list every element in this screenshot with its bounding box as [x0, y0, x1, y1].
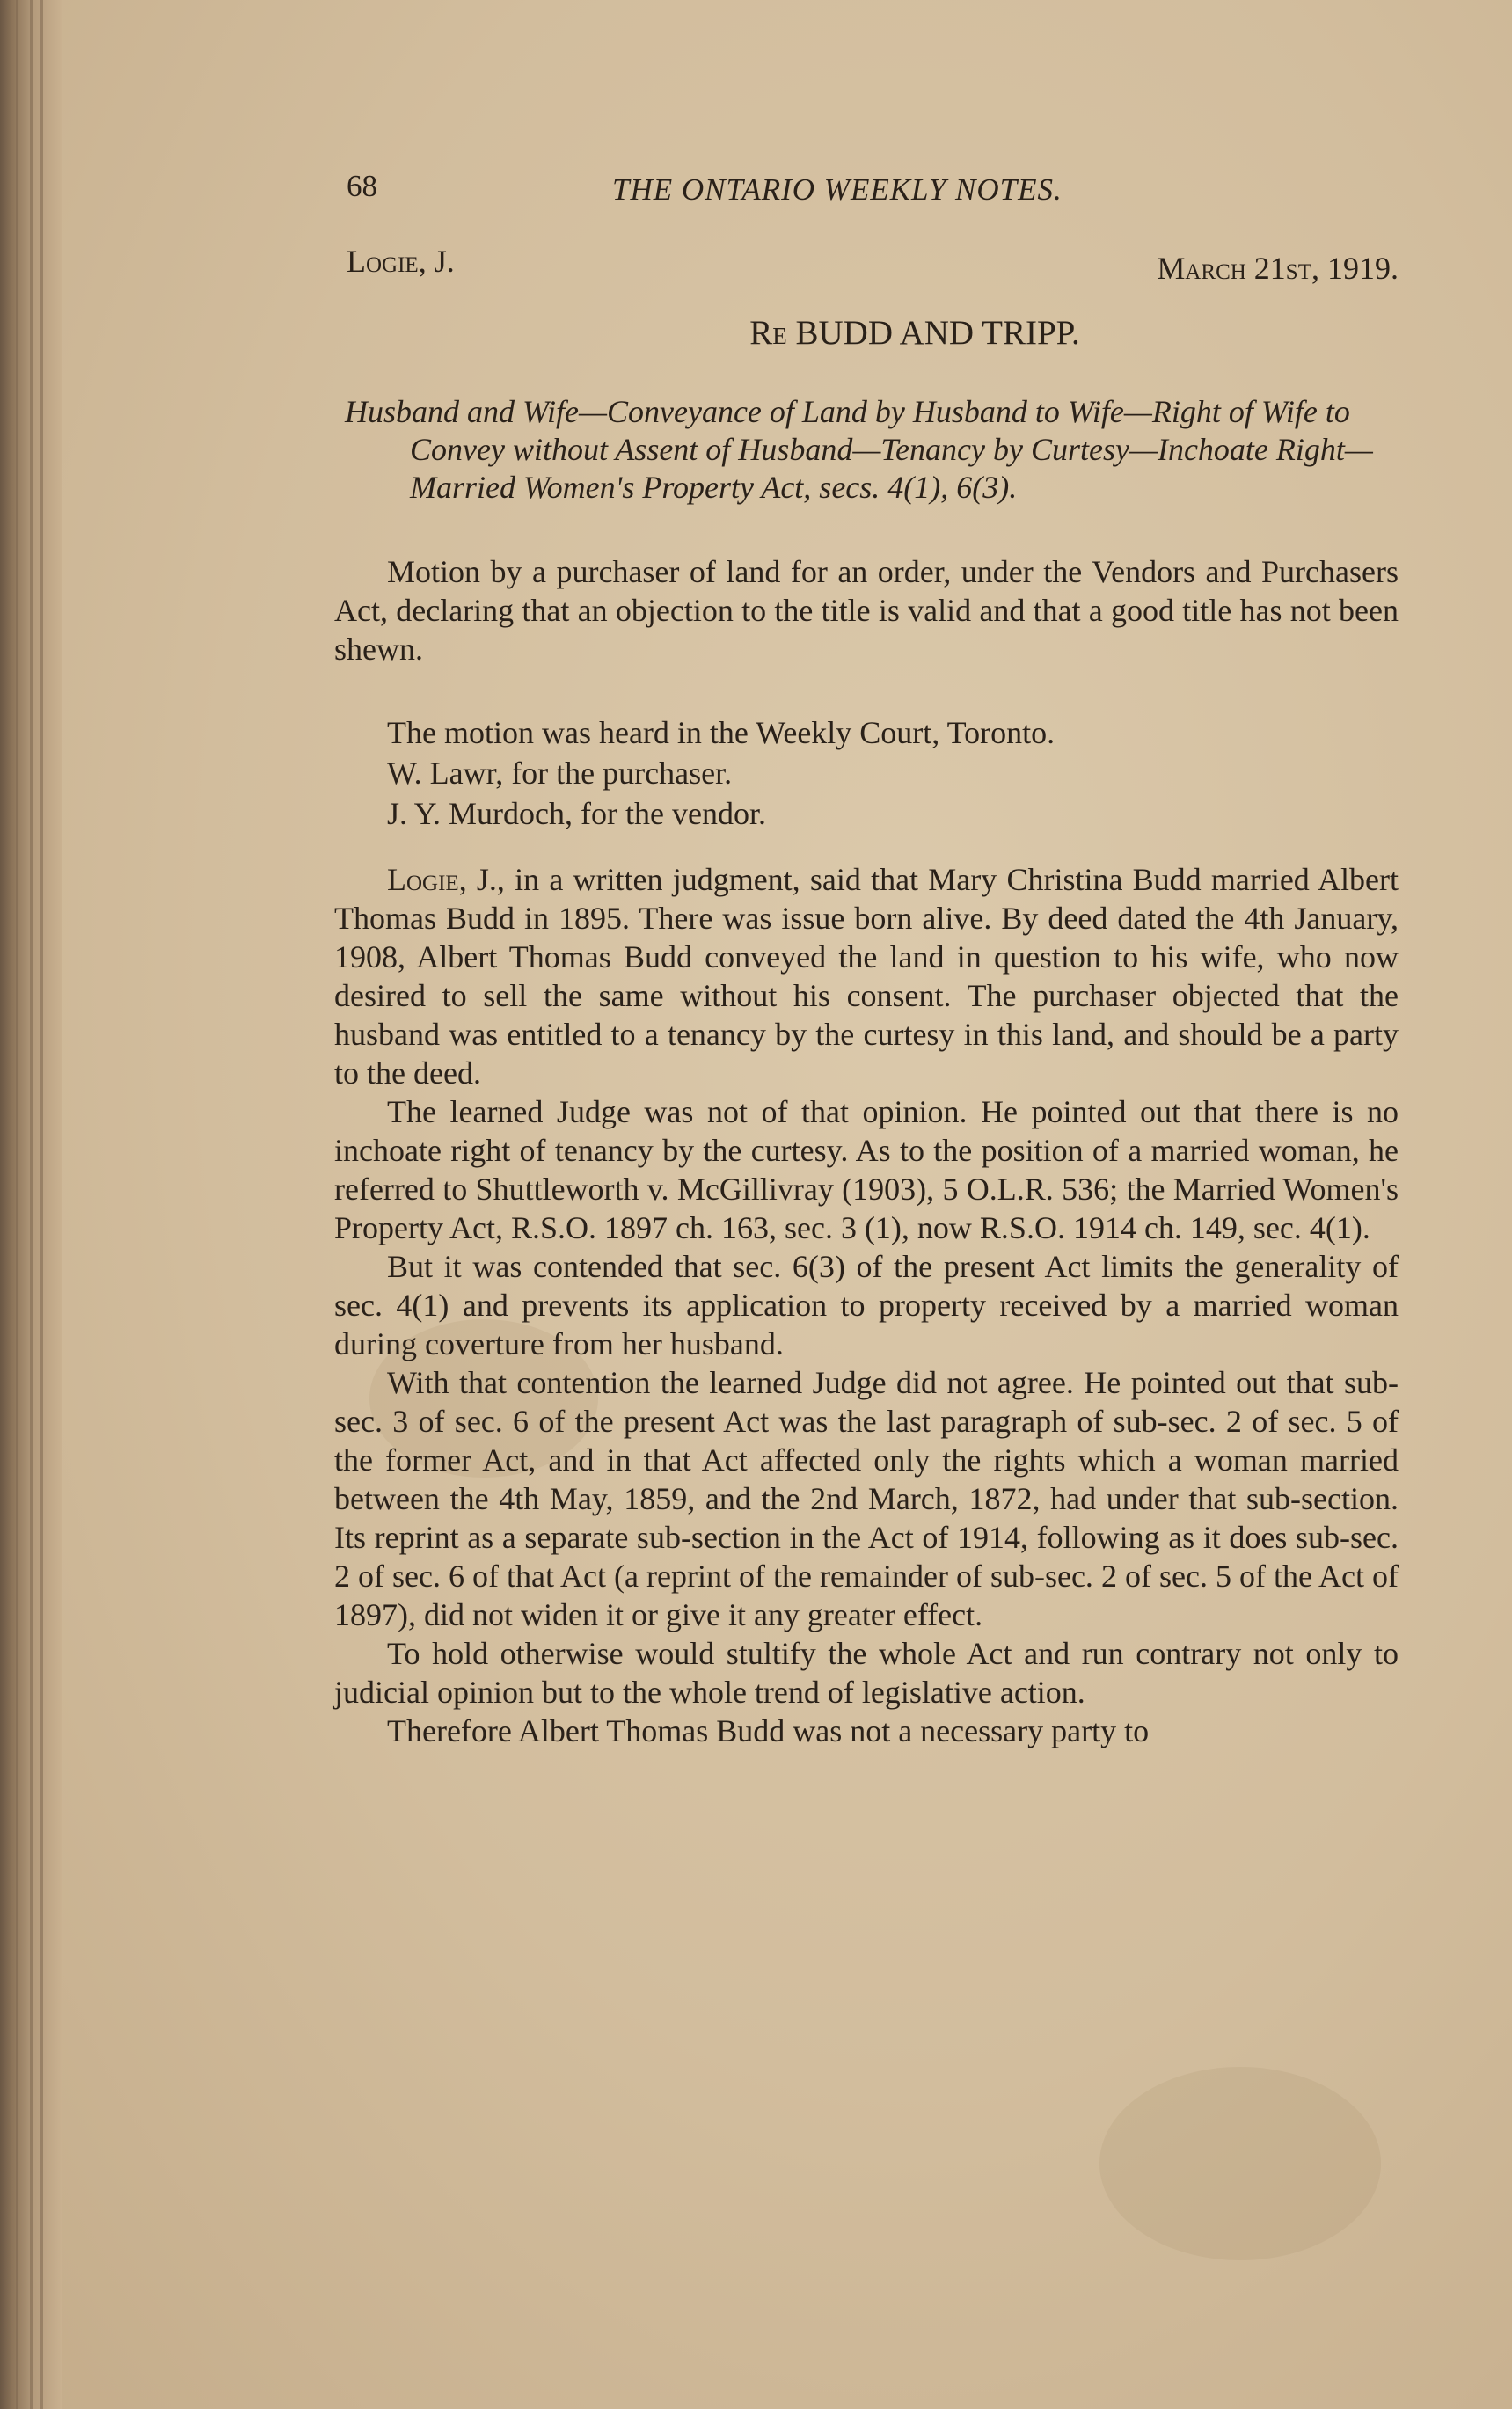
judgment-lead-name: Logie, J. [387, 862, 497, 897]
judgment-lead-text: , in a written judgment, said that Mary Christina Budd married Albert Thomas Budd in 1895. There was issue born alive. By deed dated the 4th January, 1908, Albert Thomas Budd conveyed the land in question to his wife, who now desired to sell the same without his consent. The purchaser objected that the husband was entitled to a tenancy by the curtesy in this land, and should be a party to the deed. [334, 862, 1399, 1091]
judgment-paragraph: Therefore Albert Thomas Budd was not a necessary party to [387, 1713, 1150, 1748]
body-text [334, 552, 1399, 1750]
counsel-vendor: J. Y. Murdoch, for the vendor. [387, 796, 766, 831]
judge-date-line [334, 243, 1399, 313]
counsel-purchaser: W. Lawr, for the purchaser. [387, 756, 733, 791]
judgment-paragraph: But it was contended that sec. 6(3) of the present Act limits the generality of sec. 4(1) and prevents its application to property received by a married woman during coverture from her husband. [334, 1249, 1399, 1361]
binding-line [40, 0, 43, 2409]
hearing-line: The motion was heard in the Weekly Court, Toronto. [387, 715, 1055, 750]
case-title-rest: BUDD AND TRIPP. [786, 314, 1080, 352]
judgment-paragraph: With that contention the learned Judge did not agree. He pointed out that sub-sec. 3 of sec. 6 of the present Act was the last paragraph of sub-sec. 2 of sec. 5 of the former Act, and in that Act affected only the rights which a woman married between the 4th May, 1859, and the 2nd March, 1872, had under that sub-section. Its reprint as a separate sub-section in the Act of 1914, following as it does sub-sec. 2 of sec. 6 of that Act (a reprint of the remainder of sub-sec. 2 of sec. 5 of the Act of 1897), did not widen it or give it any greater effect. [334, 1365, 1399, 1632]
headnote: Husband and Wife—Conveyance of Land by Husband to Wife—Right of Wife to Convey without Assent of Husband—Tenancy by Curtesy—Inchoate Right—Married Women's Property Act, secs. 4(1), 6(3). [345, 394, 1373, 505]
judgment-paragraph: To hold otherwise would stultify the whole Act and run contrary not only to judicial opinion but to the whole trend of legislative action. [334, 1636, 1399, 1710]
binding-line [30, 0, 33, 2409]
page-number: 68 [347, 169, 377, 203]
judgment-paragraph: The learned Judge was not of that opinion. He pointed out that there is no inchoate right of tenancy by the curtesy. As to the position of a married woman, he referred to Shuttleworth v. McGillivray (1903), 5 O.L.R. 536; the Married Women's Property Act, R.S.O. 1897 ch. 163, sec. 3 (1), now R.S.O. 1914 ch. 149, sec. 4(1). [334, 1094, 1399, 1245]
running-head [334, 158, 1399, 220]
counsel-block [334, 712, 1399, 834]
motion-paragraph: Motion by a purchaser of land for an order, under the Vendors and Purchasers Act, declaring that an objection to the title is valid and that a good title has not been shewn. [334, 554, 1399, 667]
judge-name: Logie, J. [347, 244, 455, 279]
journal-title: THE ONTARIO WEEKLY NOTES. [612, 172, 1063, 207]
case-title-prefix: Re [749, 314, 787, 352]
paper-stain [1099, 2067, 1381, 2260]
judgment-date: March 21st, 1919. [1157, 251, 1399, 286]
binding-line [16, 0, 18, 2409]
page-content [334, 158, 1399, 1750]
case-title [334, 313, 1399, 353]
judgment-paragraph [334, 860, 1399, 1092]
